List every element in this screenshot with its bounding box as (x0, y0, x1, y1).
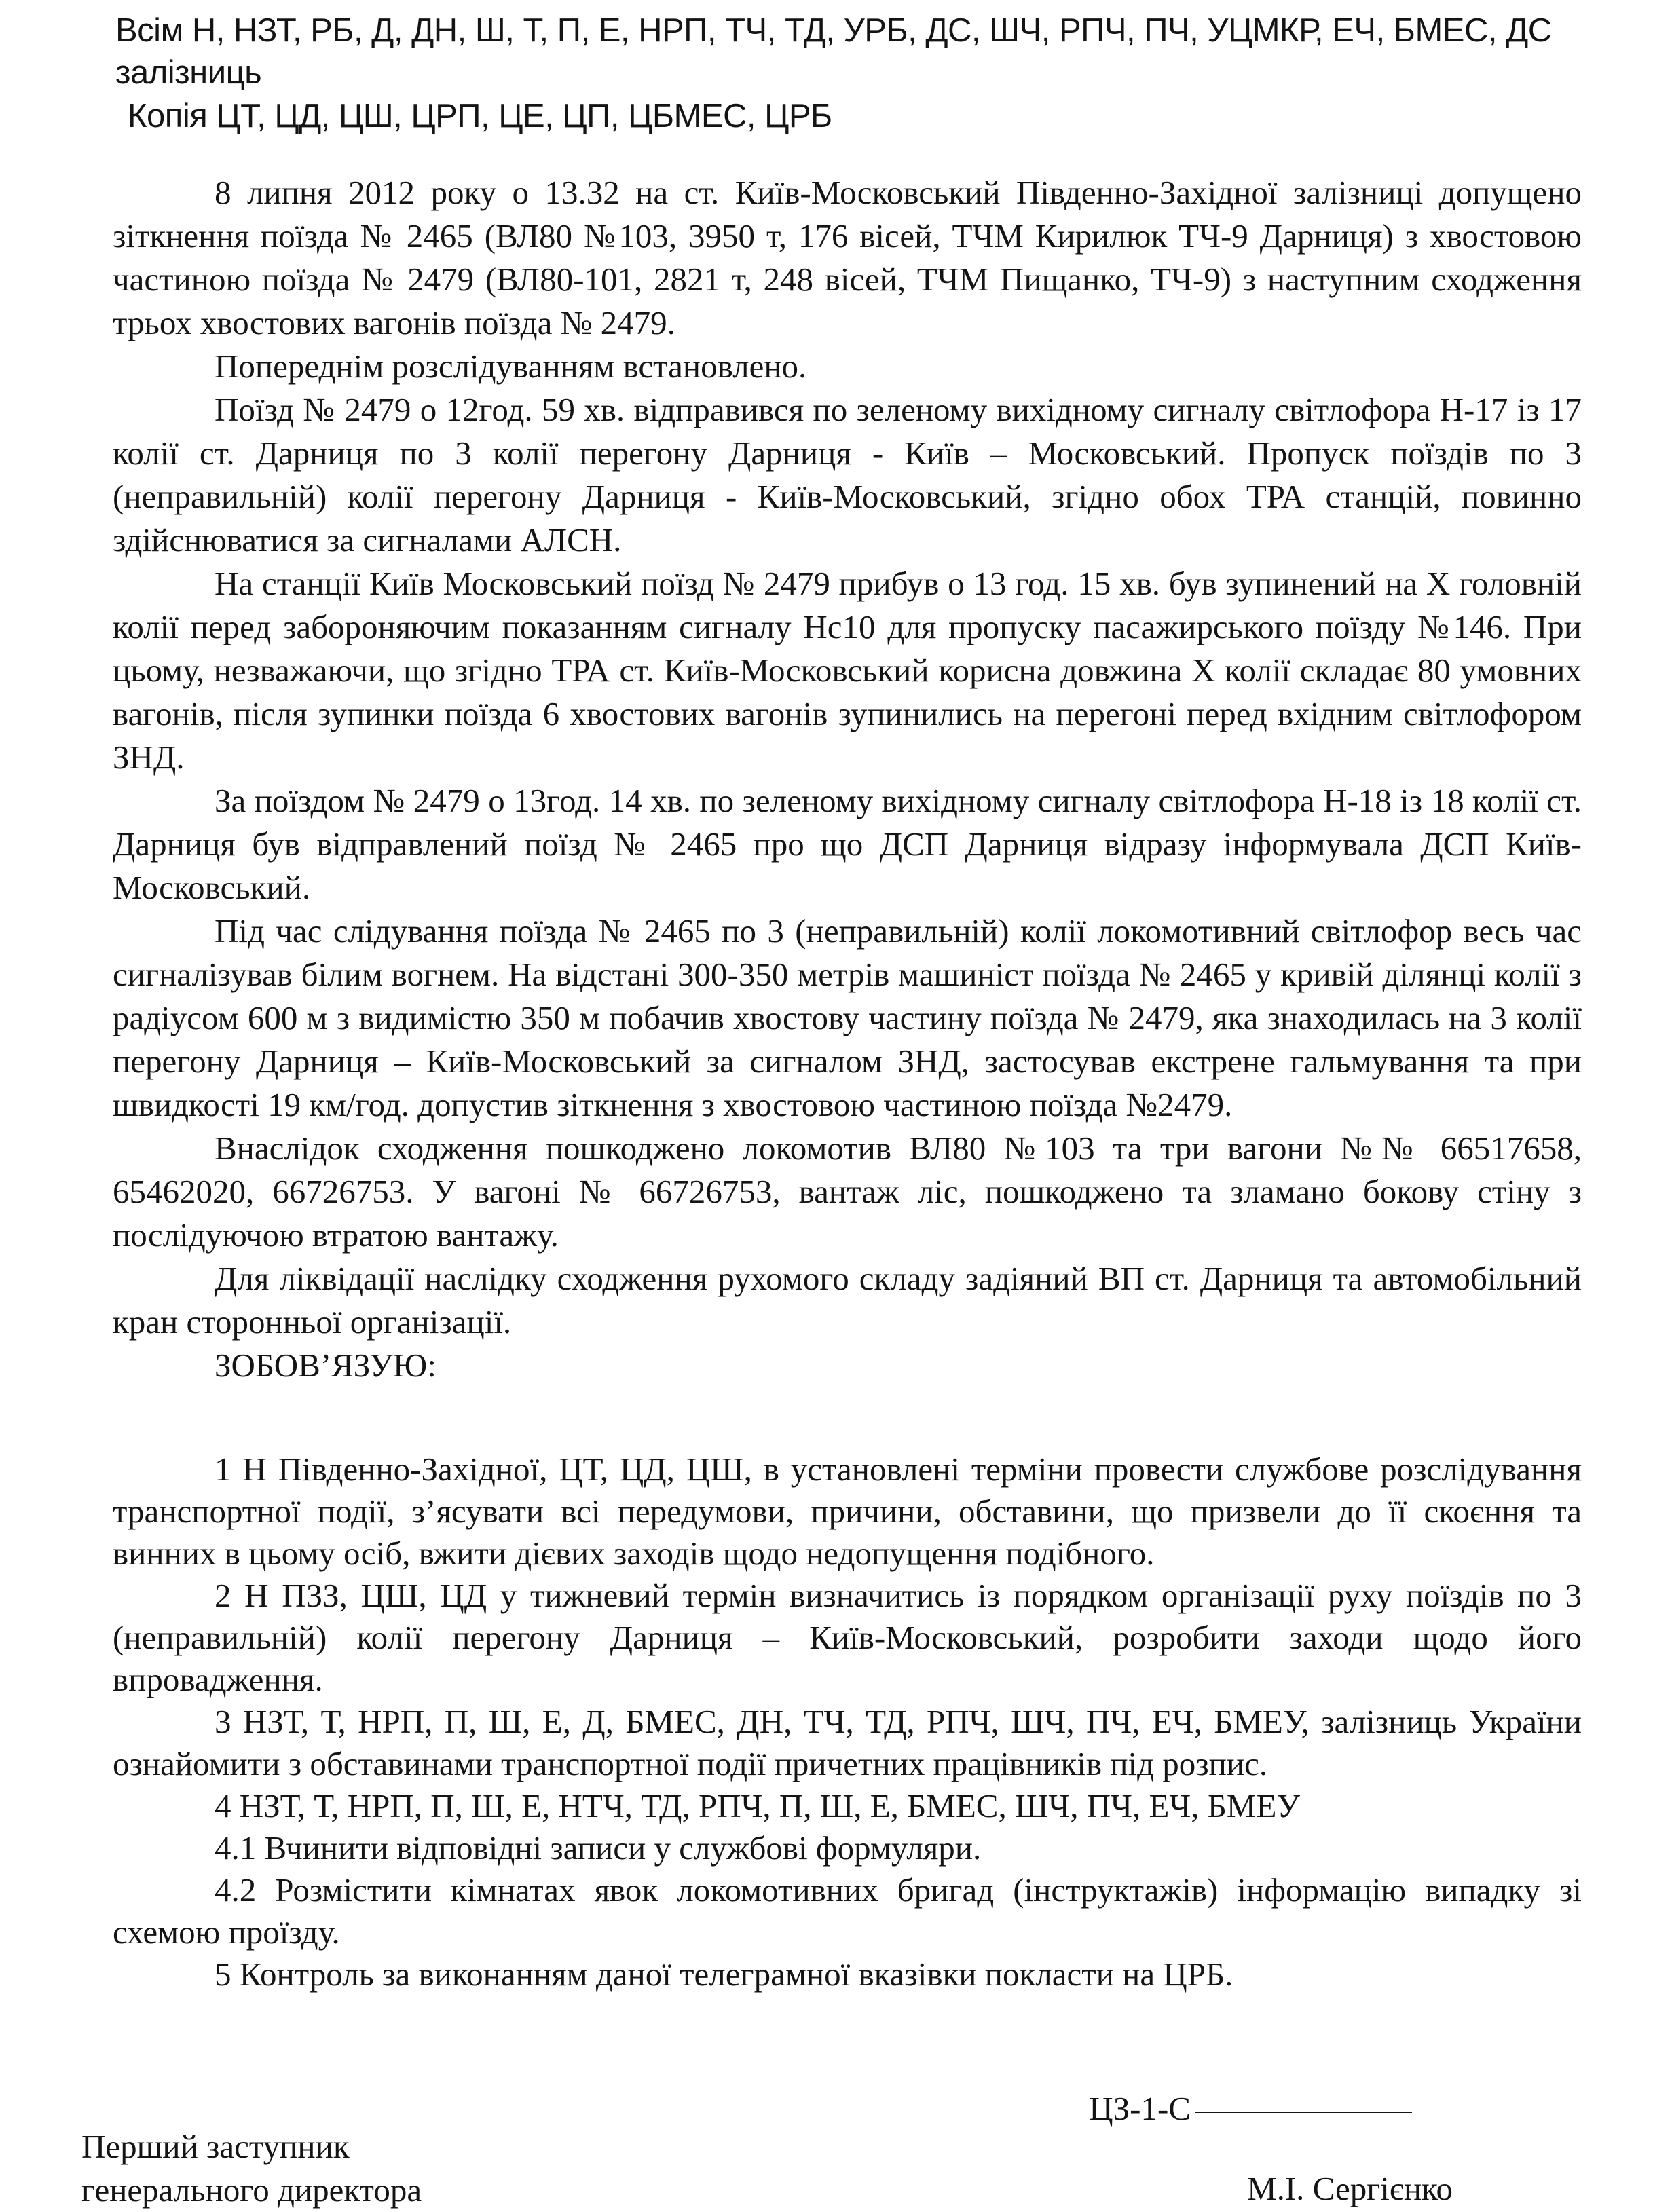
document-body (113, 171, 1582, 1995)
signature-block (81, 2087, 1575, 2209)
position-line-2: генерального директора (81, 2171, 422, 2209)
paragraph-train-2465-departure: За поїздом № 2479 о 13год. 14 хв. по зеленому вихідному сигналу світлофора Н-18 із 18 колії ст. Дарниця був відправлений поїзд № 2465 про що ДСП Дарниця відразу інформувала ДСП Київ-Московський. (113, 782, 1582, 906)
directive-5: 5 Контроль за виконанням даної телеграмної вказівки покласти на ЦРБ. (215, 1955, 1233, 1993)
document-header (115, 10, 1595, 137)
directive-2: 2 Н ПЗЗ, ЦШ, ЦД у тижневий термін визначитись із порядком організації руху поїздів по 3 (неправильній) колії перегону Дарниця – Київ-Московський, розробити заходи щодо його впровадження. (113, 1577, 1582, 1698)
paragraph-preliminary: Попереднім розслідуванням встановлено. (215, 348, 807, 385)
directive-1: 1 Н Південно-Західної, ЦТ, ЦД, ЦШ, в установлені терміни провести службове розслідування транспортної події, з’ясувати всі передумови, причини, обставини, що призвели до її скоєння та винних в цьому осіб, вжити дієвих заходів щодо недопущення подібного. (113, 1450, 1582, 1572)
paragraph-obligation-heading: ЗОБОВ’ЯЗУЮ: (215, 1347, 437, 1384)
directive-4: 4 НЗТ, Т, НРП, П, Ш, Е, НТЧ, ТД, РПЧ, П, Ш, Е, БМЕС, ШЧ, ПЧ, ЕЧ, БМЕУ (215, 1787, 1301, 1824)
paragraph-recovery: Для ліквідації наслідку сходження рухомого складу задіяний ВП ст. Дарниця та автомобільний кран сторонньої організації. (113, 1260, 1582, 1341)
paragraph-collision: Під час слідування поїзда № 2465 по 3 (неправильній) колії локомотивний світлофор весь час сигналізував білим вогнем. На відстані 300-350 метрів машиніст поїзда № 2465 у кривій ділянці колії з радіусом 600 м з видимістю 350 м побачив хвостову частину поїзда № 2479, яка знаходилась на 3 колії перегону Дарниця – Київ-Московський за сигналом ЗНД, застосував екстрене гальмування та при швидкості 19 км/год. допустив зіткнення з хвостовою частиною поїзда №2479. (113, 912, 1582, 1123)
position-line-1: Перший заступник (81, 2128, 350, 2165)
paragraph-incident: 8 липня 2012 року о 13.32 на ст. Київ-Московський Південно-Західної залізниці допущено зіткнення поїзда № 2465 (ВЛ80 №103, 3950 т, 176 вісей, ТЧМ Кирилюк ТЧ-9 Дарниця) з хвостовою частиною поїзда № 2479 (ВЛ80-101, 2821 т, 248 вісей, ТЧМ Пищанко, ТЧ-9) з наступним сходження трьох хвостових вагонів поїзда № 2479. (113, 174, 1582, 341)
recipients-line: Всім Н, НЗТ, РБ, Д, ДН, Ш, Т, П, Е, НРП, ТЧ, ТД, УРБ, ДС, ШЧ, РПЧ, ПЧ, УЦМКР, ЕЧ, БМЕС, ДС залізниць (115, 12, 1552, 91)
paragraph-station-arrival: На станції Київ Московський поїзд № 2479 прибув о 13 год. 15 хв. був зупинений на Х головній колії перед забороняючим показанням сигналу Нс10 для пропуску пасажирського поїзду №146. При цьому, незважаючи, що згідно ТРА ст. Київ-Московський корисна довжина Х колії складає 80 умовних вагонів, після зупинки поїзда 6 хвостових вагонів зупинились на перегоні перед вхідним світлофором ЗНД. (113, 565, 1582, 776)
signature-line (1195, 2112, 1412, 2113)
signature-code: ЦЗ-1-С (1089, 2087, 1412, 2131)
signatory-position (81, 2125, 422, 2212)
signatory-name: М.І. Сергієнко (1247, 2170, 1453, 2207)
copy-recipients-line: Копія ЦТ, ЦД, ЦШ, ЦРП, ЦЕ, ЦП, ЦБМЕС, ЦРБ (128, 98, 832, 134)
directive-3: 3 НЗТ, Т, НРП, П, Ш, Е, Д, БМЕС, ДН, ТЧ, ТД, РПЧ, ШЧ, ПЧ, ЕЧ, БМЕУ, залізниць України ознайомити з обставинами транспортної події причетних працівників під розпис. (113, 1703, 1582, 1782)
paragraph-damage: Внаслідок сходження пошкоджено локомотив ВЛ80 №103 та три вагони №№ 66517658, 65462020, 66726753. У вагоні № 66726753, вантаж ліс, пошкоджено та зламано бокову стіну з послідуючою втратою вантажу. (113, 1129, 1582, 1254)
directive-4-1: 4.1 Вчинити відповідні записи у службові формуляри. (215, 1829, 982, 1867)
directive-4-2: 4.2 Розмістити кімнатах явок локомотивних бригад (інструктажів) інформацію випадку зі схемою проїзду. (113, 1871, 1582, 1951)
paragraph-train-2479-departure: Поїзд № 2479 о 12год. 59 хв. відправився по зеленому вихідному сигналу світлофора Н-17 із 17 колії ст. Дарниця по 3 колії перегону Дарниця - Київ – Московський. Пропуск поїздів по 3 (неправильній) колії перегону Дарниця - Київ-Московський, згідно обох ТРА станцій, повинно здійснюватися за сигналами АЛСН. (113, 391, 1582, 559)
